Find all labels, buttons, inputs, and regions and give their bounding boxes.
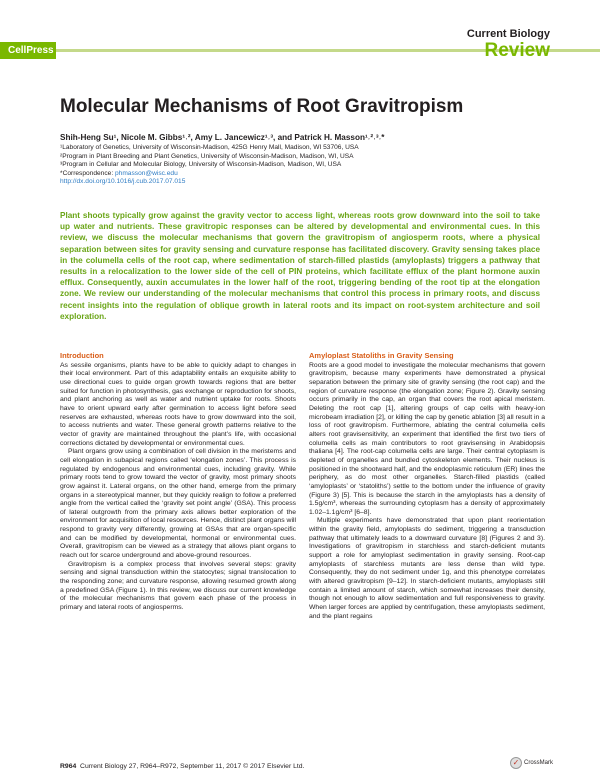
affiliation-2: ²Program in Plant Breeding and Plant Genetics, University of Wisconsin-Madison, Madison, WI, USA: [60, 152, 354, 160]
article-title: Molecular Mechanisms of Root Gravitropism: [60, 96, 464, 117]
section-heading-introduction: Introduction: [60, 351, 104, 360]
cellpress-logo: CellPress: [0, 42, 56, 59]
paragraph: Multiple experiments have demonstrated that upon plant reorientation within the gravity field, amyloplasts do sediment, triggering a transduction pathway that ultimately leads to a downward curvature [8] (Figures 2 and 3). Investigations of gravitropism in starchless and starch-deficient mutants support a role for amyloplast sedimentation in gravity sensing. Root-cap amyloplasts of starchless mutants are less dense than wild type. Consequently, they do not sediment under 1g, and this phenotype correlates with altered gravitropism [9–12]. In starch-deficient mutants, amyloplasts still contain a limited amount of starch, which somewhat increases their density, though not enough to allow sedimentation and full responsiveness to gravity. When larger forces are applied by centrifugation, these amyloplasts sediment, and the plant regains: [309, 517, 545, 620]
page-number: R964: [60, 763, 77, 770]
crossmark-icon: ✓: [510, 757, 522, 769]
citation-line: Current Biology 27, R964–R972, September 11, 2017 © 2017 Elsevier Ltd.: [80, 763, 305, 770]
paragraph: Plant organs grow using a combination of cell division in the meristems and cell elongation in subapical regions called ‘elongation zones’. This process is regulated by endogenous and environmental cues, including gravity. While primary roots tend to grow toward the vector of gravity, most primary shoots grow against it. Lateral organs, on the other hand, emerge from the primary organs in a stereotypical manner, but they quickly realign to follow a preferred angle from the vertical called the ‘gravity set point angle’ (GSA). This process of lateral outgrowth from the primary axis allows better exploration of the environment for acquisition of local resources. Hence, distinct plant organs will respond to gravity very differently, growing at GSAs that are organ-specific and can be modified by developmental, hormonal or environmental cues. Overall, gravitropism can be viewed as a strategy that allows plant organs to reach out for scarce underground and above-ground resources.: [60, 448, 296, 560]
correspondence-email-link[interactable]: phmasson@wisc.edu: [114, 169, 178, 177]
doi-link[interactable]: http://dx.doi.org/10.1016/j.cub.2017.07.015: [60, 178, 186, 186]
paragraph: As sessile organisms, plants have to be able to quickly adapt to changes in their local environment. Part of this adaptability entails an exquisite ability to use directional cues to guide organ growth towards regions that are better suited for function in photosynthesis, gas exchange or reproduction for shoots, and plant anchoring as well as water and nutrient uptake for roots. Shoots have to orient upward early after germination to access light before seed reserves are exhausted, whereas roots have to grow downward into the soil, to access nutrients and water. These general growth patterns relative to the vector of gravity are maintained throughout the plant’s life, with occasional corrections dictated by developmental or environmental cues.: [60, 361, 296, 447]
right-column: [309, 352, 545, 621]
page-footer: [60, 763, 304, 770]
affiliation-1: ¹Laboratory of Genetics, University of Wisconsin-Madison, 425G Henry Mall, Madison, WI 53706, USA: [60, 144, 359, 151]
correspondence-label: *Correspondence:: [60, 169, 115, 177]
affiliations: [60, 144, 359, 187]
paragraph: Gravitropism is a complex process that involves several steps: gravity sensing and signal transduction within the statocytes; signal translocation to the responding zone; and curvature response, allowing resumed growth along a predefined GSA (Figure 1). In this review, we discuss our current knowledge of the molecular mechanisms that govern each phase of the process in primary and lateral roots of angiosperms.: [60, 560, 296, 612]
journal-name: Current Biology: [466, 28, 550, 40]
affiliation-3: ³Program in Cellular and Molecular Biology, University of Wisconsin-Madison, Madison, WI, USA: [60, 161, 342, 169]
section-heading-amyloplast: Amyloplast Statoliths in Gravity Sensing: [309, 351, 454, 360]
crossmark-badge[interactable]: [510, 757, 553, 769]
section-label: Review: [484, 40, 550, 61]
abstract: Plant shoots typically grow against the gravity vector to access light, whereas roots grow downward into the soil to take up water and nutrients. These gravitropic responses can be altered by developmental and environmental cues. In this review, we discuss the molecular mechanisms that govern the gravitropism of angiosperm roots, where a physical separation between sites for gravity sensing and curvature response has facilitated discovery. Gravity sensing takes place in the columella cells of the root cap, where sedimentation of starch-filled plastids (amyloplasts) triggers a pathway that results in a relocalization to the lower side of the cell of PIN proteins, which facilitate efflux of the plant hormone auxin efflux. Consequently, auxin accumulates in the lower half of the root, triggering bending of the root tip at the elongation zone. We review our understanding of the molecular mechanisms that control this process in primary roots, and discuss recent insights into the regulation of oblique growth in lateral roots and its impact on root-system architecture and soil exploration.: [60, 211, 540, 321]
author-list: Shih-Heng Su¹, Nicole M. Gibbs¹˒², Amy L. Jancewicz¹˒³, and Patrick H. Masson¹˒²˒³˒*: [60, 133, 385, 142]
paragraph: Roots are a good model to investigate the molecular mechanisms that govern gravitropism, because many experiments have demonstrated a physical separation between the primary site of gravity sensing (the root cap) and the region of curvature response (the elongation zone; Figure 2). Gravity sensing occurs primarily in the cap, an organ that covers the root apical meristem. Deleting the root cap [1], altering groups of cap cells with heavy-ion microbeam irradiation [2], or killing the cap by genetic ablation [3] all result in a loss of root gravitropism. Furthermore, ablating the central columella cells alters root gravisensitivity, an experiment that identified the first two tiers of columella cells as main contributors to root gravisensing in Arabidopsis thaliana [4]. The root-cap columella cells are large. Their central cytoplasm is depleted of organelles and bundled cytoskeleton elements. Their nucleus is positioned in the shootward half, and the endoplasmic reticulum (ER) lines the periphery, as do most other organelles. Starch-filled plastids (called ‘amyloplasts’ or ‘statoliths’) settle to the bottom under the influence of gravity (Figure 3) [5]. This is because the starch in the amyloplasts has a density of 1.5g/cm³, whereas the surrounding cytoplasm has a density of approximately 1.02–1.1g/cm³ [6–8].: [309, 361, 545, 516]
correspondence: [60, 170, 359, 179]
crossmark-label: CrossMark: [524, 760, 554, 766]
left-column: [60, 352, 296, 613]
